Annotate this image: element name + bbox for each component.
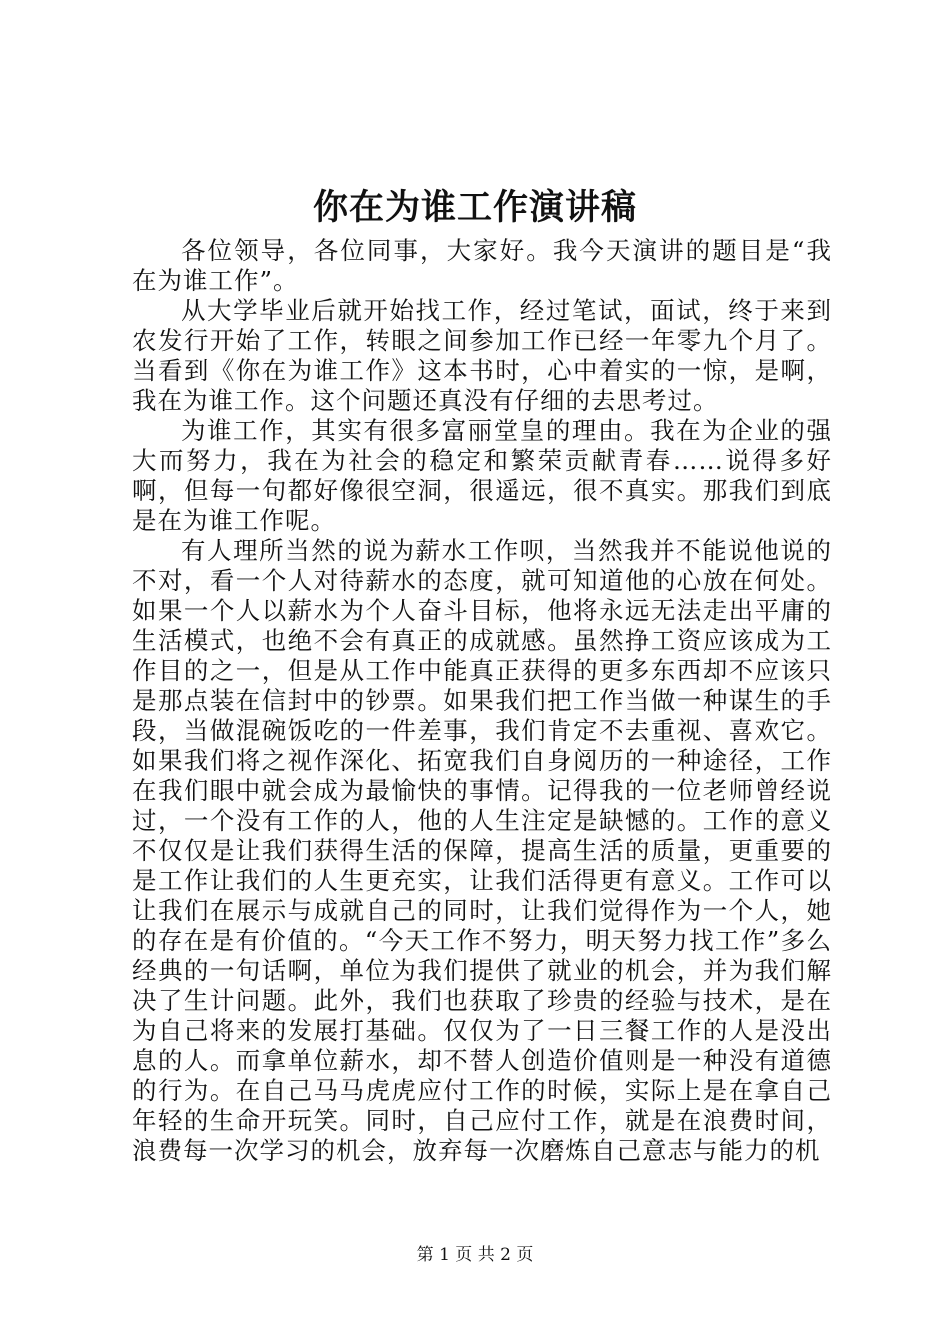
paragraph-background: 从大学毕业后就开始找工作，经过笔试，面试，终于来到农发行开始了工作，转眼之间参加工作已经一年零九个月了。当看到《你在为谁工作》这本书时，心中着实的一惊，是啊，我在为谁工作。这个问题还真没有仔细的去思考过。 — [132, 296, 832, 415]
paragraph-salary: 有人理所当然的说为薪水工作呗，当然我并不能说他说的不对，看一个人对待薪水的态度，就可知道他的心放在何处。如果一个人以薪水为个人奋斗目标，他将永远无法走出平庸的生活模式，也绝不会有真正的成就感。虽然挣工资应该成为工作目的之一，但是从工作中能真正获得的更多东西却不应该只是那点装在信封中的钞票。如果我们把工作当做一种谋生的手段，当做混碗饭吃的一件差事，我们肯定不去重视、喜欢它。如果我们将之视作深化、拓宽我们自身阅历的一种途径，工作在我们眼中就会成为最愉快的事情。记得我的一位老师曾经说过，一个没有工作的人，他的人生注定是缺憾的。工作的意义不仅仅是让我们获得生活的保障，提高生活的质量，更重要的是工作让我们的人生更充实，让我们活得更有意义。工作可以让我们在展示与成就自己的同时，让我们觉得作为一个人，她的存在是有价值的。“今天工作不努力，明天努力找工作”多么经典的一句话啊，单位为我们提供了就业的机会，并为我们解决了生计问题。此外，我们也获取了珍贵的经验与技术，是在为自己将来的发展打基础。仅仅为了一日三餐工作的人是没出息的人。而拿单位薪水，却不替人创造价值则是一种没有道德的行为。在自己马马虎虎应付工作的时候，实际上是在拿自己年轻的生命开玩笑。同时，自己应付工作，就是在浪费时间，浪费每一次学习的机会，放弃每一次磨炼自己意志与能力的机 — [132, 536, 832, 1165]
document-title: 你在为谁工作演讲稿 — [312, 187, 637, 228]
paragraph-question: 为谁工作，其实有很多富丽堂皇的理由。我在为企业的强大而努力，我在为社会的稳定和繁荣贡献青春……说得多好啊，但每一句都好像很空洞，很遥远，很不真实。那我们到底是在为谁工作呢。 — [132, 416, 832, 535]
page-footer: 第 1 页 共 2 页 — [416, 1245, 534, 1265]
paragraph-greeting: 各位领导，各位同事，大家好。我今天演讲的题目是“我在为谁工作”。 — [132, 236, 832, 295]
document-body — [132, 236, 832, 1166]
